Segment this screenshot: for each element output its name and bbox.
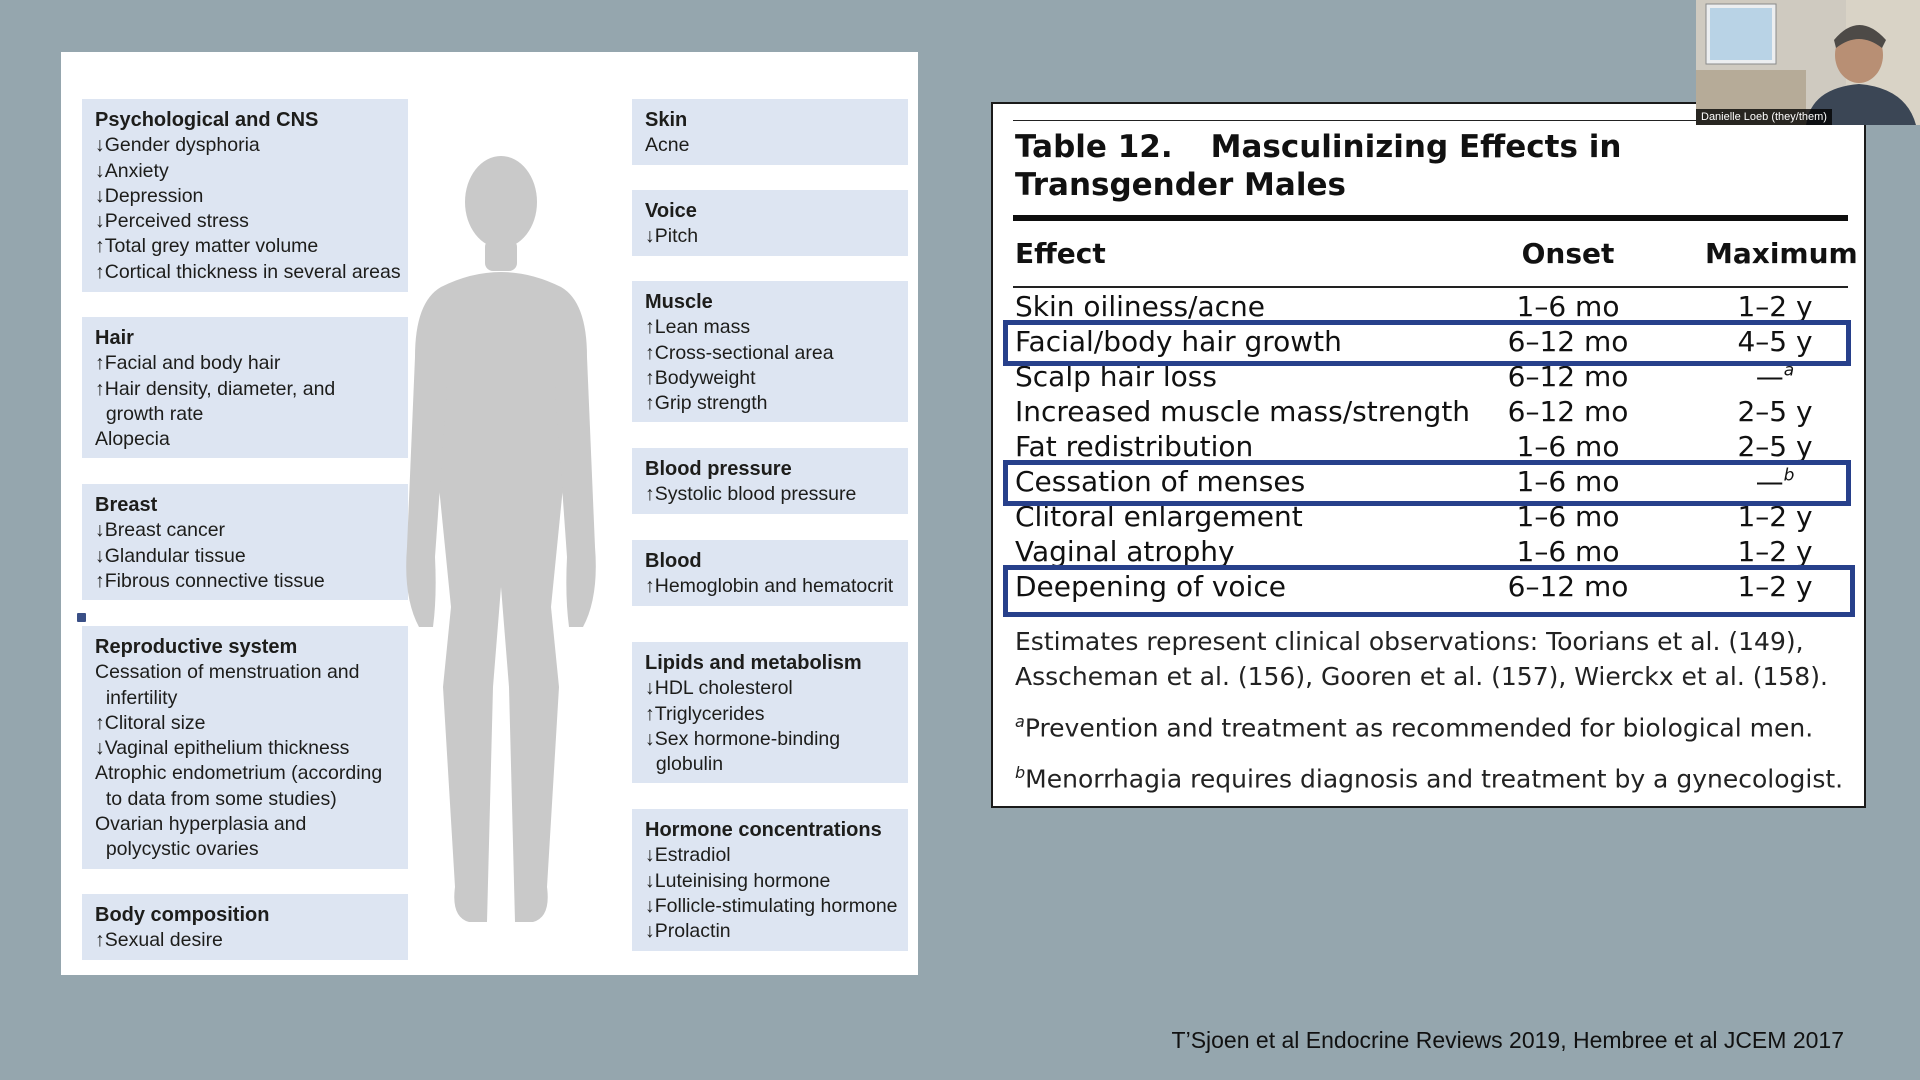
highlight-box-menses [1003, 460, 1851, 506]
table-card [991, 102, 1866, 808]
table-cell-effect: Increased muscle mass/strength [1015, 395, 1471, 428]
max-value: 1–2 y [1737, 535, 1813, 568]
max-value: — [1755, 465, 1784, 498]
box-skin [632, 99, 908, 165]
table-cell-onset: 1–6 mo [1516, 500, 1620, 533]
box-heading: Breast [95, 494, 158, 516]
table-cell-effect: Facial/body hair growth [1015, 325, 1342, 358]
box-item: ↑Grip strength [645, 392, 768, 415]
table-cell-max [1705, 290, 1845, 323]
box-lipids [632, 642, 908, 783]
footnote-mark: a [1783, 360, 1795, 381]
footnote-b-mark: b [1015, 763, 1026, 783]
header-maximum: Maximum [1705, 237, 1858, 270]
box-item: ↑Cortical thickness in several areas [95, 260, 401, 283]
table-cell-effect: Clitoral enlargement [1015, 500, 1303, 533]
box-item: ↓Gender dysphoria [95, 134, 260, 157]
table-cell-effect: Scalp hair loss [1015, 360, 1217, 393]
participant-name: Danielle Loeb (they/them) [1696, 109, 1832, 125]
box-item: ↓HDL cholesterol [645, 677, 793, 700]
box-reproductive [82, 626, 408, 869]
box-heading: Blood pressure [645, 458, 792, 480]
box-item: ↓Vaginal epithelium thickness [95, 737, 350, 760]
box-item: Cessation of menstruation and [95, 661, 360, 684]
table-title [1015, 128, 1835, 204]
box-item: ↑Hemoglobin and hematocrit [645, 575, 894, 598]
box-heading: Hair [95, 327, 134, 349]
table-footnotes [1015, 624, 1855, 807]
box-heading: Skin [645, 109, 688, 131]
max-value: 4–5 y [1737, 325, 1813, 358]
max-value: 2–5 y [1737, 395, 1813, 428]
box-item: Acne [645, 134, 690, 157]
box-item: ↓Estradiol [645, 844, 731, 867]
box-item: ↓Glandular tissue [95, 544, 246, 567]
box-item: ↑Fibrous connective tissue [95, 569, 325, 592]
max-value: 1–2 y [1737, 500, 1813, 533]
box-item: ↓Sex hormone-binding [645, 727, 841, 750]
box-item: ↑Cross-sectional area [645, 341, 834, 364]
box-item: ↓Breast cancer [95, 519, 226, 542]
webcam-feed [1696, 0, 1920, 125]
box-hormones [632, 809, 908, 951]
citation: T’Sjoen et al Endocrine Reviews 2019, Hembree et al JCEM 2017 [1171, 1027, 1844, 1053]
footnote-estimates: Estimates represent clinical observations: Toorians et al. (149), Asscheman et al. (156), Gooren et al. (157), Wierckx et al. (158). [1015, 627, 1828, 691]
box-heading: Muscle [645, 291, 713, 313]
footnote-b-text: Menorrhagia requires diagnosis and treatment by a gynecologist. [1025, 764, 1844, 794]
box-item: ↑Triglycerides [645, 702, 765, 725]
box-hair [82, 317, 408, 458]
box-breast [82, 484, 408, 600]
table-cell-onset: 6–12 mo [1507, 360, 1629, 393]
table-cell-max [1705, 430, 1845, 463]
box-item: infertility [95, 686, 178, 709]
box-item: ↓Follicle-stimulating hormone [645, 894, 898, 917]
box-item: ↓Luteinising hormone [645, 869, 831, 892]
box-item: ↑Hair density, diameter, and [95, 377, 336, 400]
box-item: ↑Systolic blood pressure [645, 483, 857, 506]
footnote-b [1015, 755, 1855, 796]
bullet-marker [77, 613, 86, 622]
box-item: Ovarian hyperplasia and [95, 813, 307, 836]
box-item: ↑Sexual desire [95, 929, 223, 952]
box-item: ↓Anxiety [95, 159, 169, 182]
box-heading: Psychological and CNS [95, 109, 319, 131]
box-muscle [632, 281, 908, 422]
box-item: Alopecia [95, 428, 170, 451]
table-title-text: Masculinizing Effects in Transgender Males [1015, 129, 1622, 203]
webcam-thumbnail[interactable] [1696, 0, 1920, 125]
highlight-box-hair-growth [1003, 320, 1851, 366]
box-item: ↑Total grey matter volume [95, 235, 319, 258]
table-cell-effect: Deepening of voice [1015, 570, 1286, 603]
box-item: ↓Depression [95, 184, 204, 207]
effects-figure [61, 52, 918, 975]
box-item: ↑Clitoral size [95, 711, 206, 734]
box-item: ↑Facial and body hair [95, 352, 281, 375]
header-onset: Onset [1521, 237, 1615, 270]
table-cell-max [1705, 535, 1845, 568]
table-title-rule [1013, 215, 1848, 221]
footnote-a-text: Prevention and treatment as recommended for biological men. [1024, 713, 1814, 743]
box-blood-pressure [632, 448, 908, 514]
box-psychological [82, 99, 408, 292]
table-number: Table 12. [1015, 129, 1173, 165]
max-value: — [1755, 360, 1784, 393]
max-value: 2–5 y [1737, 430, 1813, 463]
table-cell-effect: Fat redistribution [1015, 430, 1254, 463]
box-body-composition [82, 894, 408, 960]
box-blood [632, 540, 908, 606]
box-heading: Body composition [95, 904, 270, 926]
box-item: Atrophic endometrium (according [95, 762, 383, 785]
box-heading: Lipids and metabolism [645, 652, 862, 674]
box-item: ↓Prolactin [645, 920, 731, 943]
table-cell-effect: Vaginal atrophy [1015, 535, 1235, 568]
max-value: 1–2 y [1737, 570, 1813, 603]
box-item: growth rate [95, 402, 204, 425]
box-item: ↑Bodyweight [645, 366, 756, 389]
table-cell-onset: 6–12 mo [1507, 570, 1629, 603]
box-voice [632, 190, 908, 256]
box-item: ↓Pitch [645, 225, 699, 248]
footnote-a-mark: a [1015, 712, 1025, 731]
table-cell-onset: 6–12 mo [1507, 395, 1629, 428]
box-heading: Blood [645, 550, 702, 572]
human-silhouette-icon [401, 127, 601, 947]
table-cell-effect: Skin oiliness/acne [1015, 290, 1265, 323]
box-heading: Reproductive system [95, 636, 298, 658]
box-heading: Voice [645, 200, 697, 222]
table-cell-onset: 1–6 mo [1516, 430, 1620, 463]
box-item: ↓Perceived stress [95, 210, 249, 233]
table-cell-onset: 1–6 mo [1516, 535, 1620, 568]
max-value: 1–2 y [1737, 290, 1813, 323]
box-item: globulin [645, 753, 724, 776]
footnote-mark: b [1783, 465, 1795, 486]
footnote-a [1015, 704, 1855, 745]
table-cell-onset: 6–12 mo [1507, 325, 1629, 358]
box-item: polycystic ovaries [95, 838, 259, 861]
header-effect: Effect [1015, 237, 1106, 270]
table-cell-onset: 1–6 mo [1516, 290, 1620, 323]
table-cell-effect: Cessation of menses [1015, 465, 1306, 498]
table-cell-max [1705, 395, 1845, 428]
box-heading: Hormone concentrations [645, 819, 882, 841]
table-cell-onset: 1–6 mo [1516, 465, 1620, 498]
box-item: to data from some studies) [95, 787, 337, 810]
highlight-box-voice [1003, 565, 1855, 617]
table-header-rule [1013, 286, 1848, 288]
box-item: ↑Lean mass [645, 316, 751, 339]
